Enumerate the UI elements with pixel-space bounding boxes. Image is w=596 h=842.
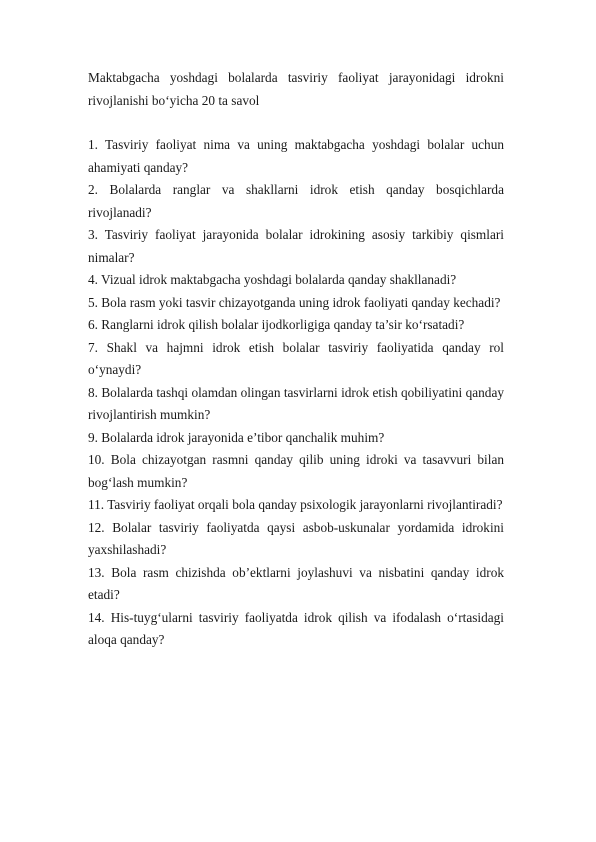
question-item: 14. His-tuyg‘ularni tasviriy faoliyatda idrok qilish va ifodalash o‘rtasidagi aloqa qanday?: [88, 609, 504, 647]
document-title: Maktabgacha yoshdagi bolalarda tasviriy faoliyat jarayonidagi idrokni rivojlanishi bo‘yicha 20 ta savol: [88, 70, 504, 108]
document-body: [88, 67, 504, 652]
question-item: 13. Bola rasm chizishda ob’ektlarni joylashuvi va nisbatini qanday idrok etadi?: [88, 564, 504, 602]
question-item: 11. Tasviriy faoliyat orqali bola qanday psixologik jarayonlarni rivojlantiradi?: [88, 497, 503, 512]
question-list: [88, 134, 504, 652]
question-item: 4. Vizual idrok maktabgacha yoshdagi bolalarda qanday shakllanadi?: [88, 272, 457, 287]
question-item: 12. Bolalar tasviriy faoliyatda qaysi asbob-uskunalar yordamida idrokini yaxshilashadi?: [88, 519, 504, 557]
question-item: 7. Shakl va hajmni idrok etish bolalar tasviriy faoliyatida qanday rol o‘ynaydi?: [88, 339, 504, 377]
question-item: 10. Bola chizayotgan rasmni qanday qilib uning idroki va tasavvuri bilan bog‘lash mumkin?: [88, 452, 504, 490]
question-item: 6. Ranglarni idrok qilish bolalar ijodkorligiga qanday ta’sir ko‘rsatadi?: [88, 317, 465, 332]
title-spacer: [88, 112, 504, 134]
question-item: 2. Bolalarda ranglar va shakllarni idrok etish qanday bosqichlarda rivojlanadi?: [88, 182, 504, 220]
question-item: 3. Tasviriy faoliyat jarayonida bolalar idrokining asosiy tarkibiy qismlari nimalar?: [88, 227, 504, 265]
question-item: 9. Bolalarda idrok jarayonida e’tibor qanchalik muhim?: [88, 429, 385, 445]
question-item: 1. Tasviriy faoliyat nima va uning maktabgacha yoshdagi bolalar uchun ahamiyati qanday?: [88, 137, 504, 175]
question-item: 5. Bola rasm yoki tasvir chizayotganda uning idrok faoliyati qanday kechadi?: [88, 294, 501, 310]
question-item: 8. Bolalarda tashqi olamdan olingan tasvirlarni idrok etish qobiliyatini qanday rivojlantirish mumkin?: [88, 384, 504, 422]
